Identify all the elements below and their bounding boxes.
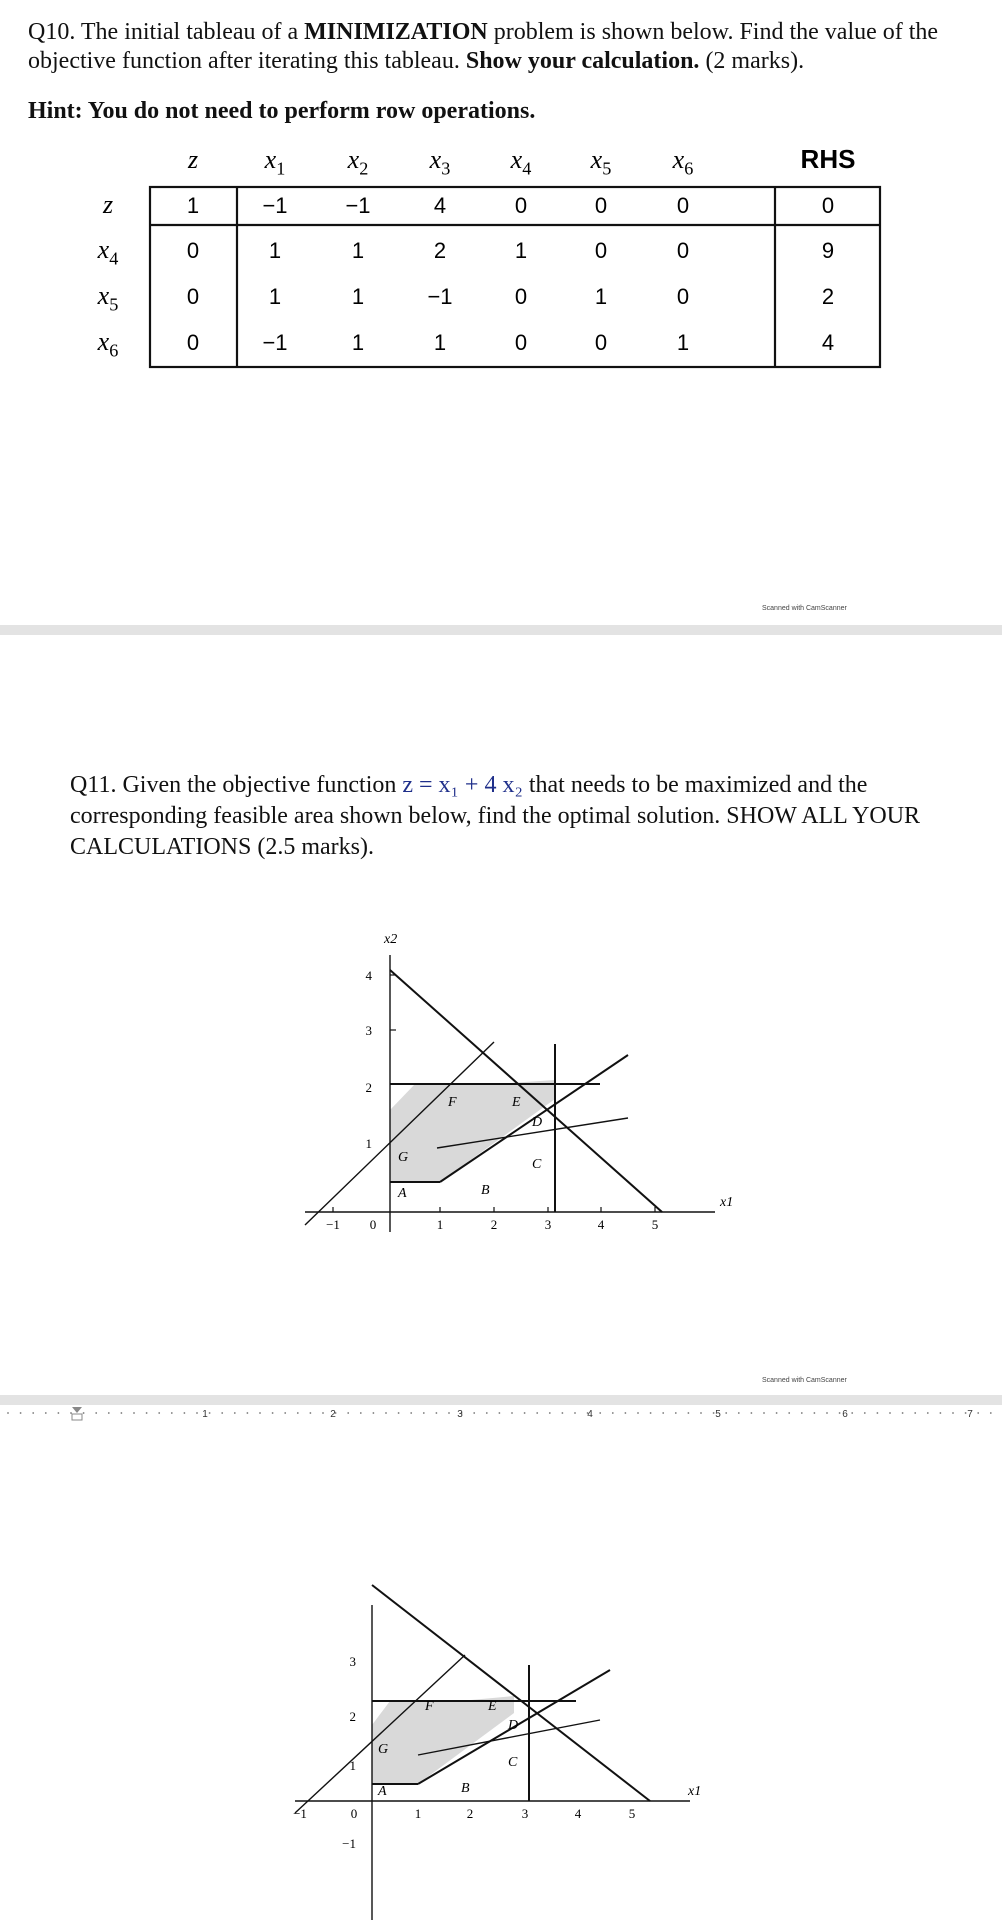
x-tick-label: 4 <box>597 1217 605 1232</box>
ruler-dot <box>662 1412 664 1414</box>
x-tick-label-2: 1 <box>414 1806 422 1821</box>
ruler-dot <box>625 1412 627 1414</box>
y-tick-label: 4 <box>365 968 372 983</box>
tableau-cell: 0 <box>186 238 200 263</box>
q10-bold-show: Show your calculation. <box>465 48 700 74</box>
ruler-dot <box>637 1412 639 1414</box>
ruler-dot <box>713 1412 715 1414</box>
ruler-dot <box>536 1412 538 1414</box>
tableau-cell: 0 <box>594 238 608 263</box>
ruler-dot <box>524 1412 526 1414</box>
ruler-dot <box>940 1412 942 1414</box>
point-label-B: B <box>481 1183 490 1198</box>
tableau-cell: 0 <box>594 330 608 355</box>
x-tick-label: 2 <box>490 1217 498 1232</box>
point-label-2-F: F <box>425 1699 434 1714</box>
tableau-header-x1: $x_1$ <box>264 145 286 179</box>
tableau-cell: −1 <box>427 284 453 309</box>
tableau-cell: 1 <box>594 284 608 309</box>
point-label-D: D <box>532 1115 543 1130</box>
x-tick-label-2: 2 <box>466 1806 474 1821</box>
x-tick-label-2: 0 <box>350 1806 358 1821</box>
ruler-number: 6 <box>842 1409 848 1420</box>
ruler-dot <box>763 1412 765 1414</box>
tableau-cell: 0 <box>514 193 528 218</box>
ruler-dot <box>486 1412 488 1414</box>
ruler-dot <box>952 1412 954 1414</box>
q10-bold-minimization: MINIMIZATION <box>304 19 488 45</box>
ruler-dot <box>738 1412 740 1414</box>
q10-text-3: (2 marks). <box>699 48 805 74</box>
tableau-cell: −1 <box>262 193 288 218</box>
tableau-cell: 4 <box>433 193 447 218</box>
x-axis-label-2: x1 <box>688 1784 702 1799</box>
ruler-number: 4 <box>587 1409 593 1420</box>
ruler-dot <box>688 1412 690 1414</box>
q11-objective-function: z = x₁ + 4 x₂ <box>402 772 523 798</box>
ruler-dot <box>889 1412 891 1414</box>
ruler-dot <box>20 1412 22 1414</box>
ruler-dot <box>158 1412 160 1414</box>
point-label-E: E <box>512 1095 521 1110</box>
ruler-dot <box>612 1412 614 1414</box>
tableau-header-x2: $x_2$ <box>347 145 369 179</box>
point-label-2-E: E <box>488 1699 497 1714</box>
ruler-left-indent[interactable] <box>72 1414 82 1420</box>
ruler-dot <box>990 1412 992 1414</box>
tableau-cell: 0 <box>186 284 200 309</box>
x-tick-label: 0 <box>369 1217 377 1232</box>
ruler-dot <box>322 1412 324 1414</box>
ruler-dot <box>171 1412 173 1414</box>
tableau-header-x4: $x_4$ <box>510 145 532 179</box>
ruler-dot <box>95 1412 97 1414</box>
ruler-dot <box>272 1412 274 1414</box>
tableau-cell: 1 <box>514 238 528 263</box>
y-tick-label: 2 <box>365 1080 372 1095</box>
tableau-cell: −1 <box>345 193 371 218</box>
tableau-cell: 4 <box>821 330 835 355</box>
ruler-dot <box>398 1412 400 1414</box>
ruler-dot <box>725 1412 727 1414</box>
ruler-dot <box>914 1412 916 1414</box>
point-label-F: F <box>448 1095 457 1110</box>
page-separator-2 <box>0 1395 1002 1405</box>
ruler-dot <box>373 1412 375 1414</box>
tableau-cell: 0 <box>594 193 608 218</box>
ruler-indent-marker[interactable] <box>72 1407 82 1413</box>
ruler-dot <box>7 1412 9 1414</box>
ruler-dot <box>473 1412 475 1414</box>
tableau-cell: 1 <box>186 193 200 218</box>
ruler-dot <box>977 1412 979 1414</box>
ruler-dot <box>297 1412 299 1414</box>
tableau-cell: 1 <box>351 330 365 355</box>
ruler-dot <box>700 1412 702 1414</box>
y-tick-label-2: −1 <box>342 1836 356 1851</box>
ruler-dot <box>410 1412 412 1414</box>
tableau-cell: 0 <box>676 238 690 263</box>
x-tick-label: 5 <box>651 1217 659 1232</box>
tableau-row-label-x6: $x_6$ <box>97 327 119 361</box>
tableau-cell: 1 <box>268 284 282 309</box>
ruler-dot <box>675 1412 677 1414</box>
ruler <box>7 1407 992 1420</box>
document-area-2 <box>0 1405 1002 1920</box>
y-axis-label: x2 <box>384 932 398 947</box>
ruler-dot <box>133 1412 135 1414</box>
ruler-dot <box>751 1412 753 1414</box>
tableau-cell: 1 <box>351 238 365 263</box>
tableau-cell: 1 <box>676 330 690 355</box>
tableau-row-label-x5: $x_5$ <box>97 281 119 315</box>
y-tick-label-2: 3 <box>349 1654 356 1669</box>
y-tick-label: 3 <box>365 1023 372 1038</box>
ruler-number: 2 <box>330 1409 336 1420</box>
ruler-dot <box>448 1412 450 1414</box>
point-label-2-G: G <box>378 1742 389 1757</box>
q11-text-1: Q11. Given the objective function <box>70 772 403 798</box>
ruler-dot <box>423 1412 425 1414</box>
q10-hint: Hint: You do not need to perform row operations. <box>28 98 536 124</box>
tableau-header-z: z <box>187 145 199 174</box>
x-tick-label-2: 3 <box>521 1806 529 1821</box>
y-tick-label-2: 1 <box>349 1758 356 1773</box>
ruler-dot <box>801 1412 803 1414</box>
ruler-dot <box>574 1412 576 1414</box>
ruler-dot <box>650 1412 652 1414</box>
tableau-row-label-z: z <box>102 190 114 219</box>
x-tick-label-2: 4 <box>574 1806 582 1821</box>
ruler-dot <box>83 1412 85 1414</box>
tableau-cell: 2 <box>433 238 447 263</box>
tableau-cell: 1 <box>268 238 282 263</box>
ruler-dot <box>184 1412 186 1414</box>
tableau-header-x5: $x_5$ <box>590 145 612 179</box>
ruler-dot <box>247 1412 249 1414</box>
point-label-2-D: D <box>508 1718 519 1733</box>
ruler-dot <box>902 1412 904 1414</box>
ruler-dot <box>499 1412 501 1414</box>
ruler-dot <box>776 1412 778 1414</box>
tableau-cell: 1 <box>433 330 447 355</box>
ruler-dot <box>32 1412 34 1414</box>
ruler-dot <box>436 1412 438 1414</box>
tableau-cell: 0 <box>676 193 690 218</box>
x-axis-label: x1 <box>720 1195 734 1210</box>
ruler-dot <box>360 1412 362 1414</box>
ruler-dot <box>549 1412 551 1414</box>
q11-text-2: that needs to be maximized and the corresponding feasible area shown below, find the optimal solution. SHOW ALL YOUR CALCULATIONS (2.5 marks). <box>70 772 921 860</box>
ruler-dot <box>234 1412 236 1414</box>
tableau-header-x6: $x_6$ <box>672 145 694 179</box>
q11-scanned-watermark: Scanned with CamScanner <box>762 1377 847 1384</box>
ruler-dot <box>209 1412 211 1414</box>
ruler-dot <box>108 1412 110 1414</box>
point-label-2-C: C <box>508 1755 518 1770</box>
ruler-dot <box>146 1412 148 1414</box>
q10-text-1: Q10. The initial tableau of a <box>28 19 305 45</box>
x-tick-label: 3 <box>544 1217 552 1232</box>
ruler-dot <box>814 1412 816 1414</box>
ruler-number: 1 <box>202 1409 208 1420</box>
tableau-cell: 0 <box>821 193 835 218</box>
tableau-row-label-x4: $x_4$ <box>97 235 119 269</box>
ruler-dot <box>284 1412 286 1414</box>
tableau-cell: 0 <box>676 284 690 309</box>
y-tick-label-2: 2 <box>349 1709 356 1724</box>
ruler-dot <box>221 1412 223 1414</box>
ruler-number: 5 <box>715 1409 721 1420</box>
x-tick-label: −1 <box>326 1217 340 1232</box>
ruler-dot <box>259 1412 261 1414</box>
tableau-header-x3: $x_3$ <box>429 145 451 179</box>
ruler-dot <box>599 1412 601 1414</box>
tableau-header-RHS: RHS <box>800 144 856 174</box>
ruler-dot <box>385 1412 387 1414</box>
x-tick-label-2: 5 <box>628 1806 636 1821</box>
tableau-cell: 9 <box>821 238 835 263</box>
ruler-dot <box>839 1412 841 1414</box>
q10-text-2: problem is shown below. Find the value of the objective function after iterating this tableau. <box>28 19 939 74</box>
ruler-dot <box>851 1412 853 1414</box>
ruler-dot <box>826 1412 828 1414</box>
ruler-dot <box>877 1412 879 1414</box>
graph2-labels <box>293 1654 701 1851</box>
point-label-A: A <box>398 1186 407 1201</box>
tableau-cell: 0 <box>514 284 528 309</box>
ruler-dot <box>864 1412 866 1414</box>
ruler-dot <box>121 1412 123 1414</box>
point-label-C: C <box>532 1157 542 1172</box>
point-label-2-B: B <box>461 1781 470 1796</box>
tableau-cell: 0 <box>186 330 200 355</box>
ruler-dot <box>196 1412 198 1414</box>
ruler-dot <box>58 1412 60 1414</box>
ruler-dot <box>347 1412 349 1414</box>
y-tick-label: 1 <box>365 1136 372 1151</box>
tableau-cell: −1 <box>262 330 288 355</box>
x-tick-label-2: −1 <box>293 1806 307 1821</box>
x-tick-label: 1 <box>436 1217 444 1232</box>
q10-scanned-watermark: Scanned with CamScanner <box>762 605 847 612</box>
ruler-dot <box>45 1412 47 1414</box>
ruler-number: 3 <box>457 1409 463 1420</box>
ruler-dot <box>310 1412 312 1414</box>
tableau-cell: 2 <box>821 284 835 309</box>
ruler-dot <box>788 1412 790 1414</box>
point-label-G: G <box>398 1150 409 1165</box>
tableau-cell: 0 <box>514 330 528 355</box>
ruler-number: 7 <box>967 1409 973 1420</box>
ruler-dot <box>965 1412 967 1414</box>
tableau-cell: 1 <box>351 284 365 309</box>
ruler-dot <box>562 1412 564 1414</box>
ruler-dot <box>927 1412 929 1414</box>
point-label-2-A: A <box>378 1784 387 1799</box>
ruler-dot <box>511 1412 513 1414</box>
